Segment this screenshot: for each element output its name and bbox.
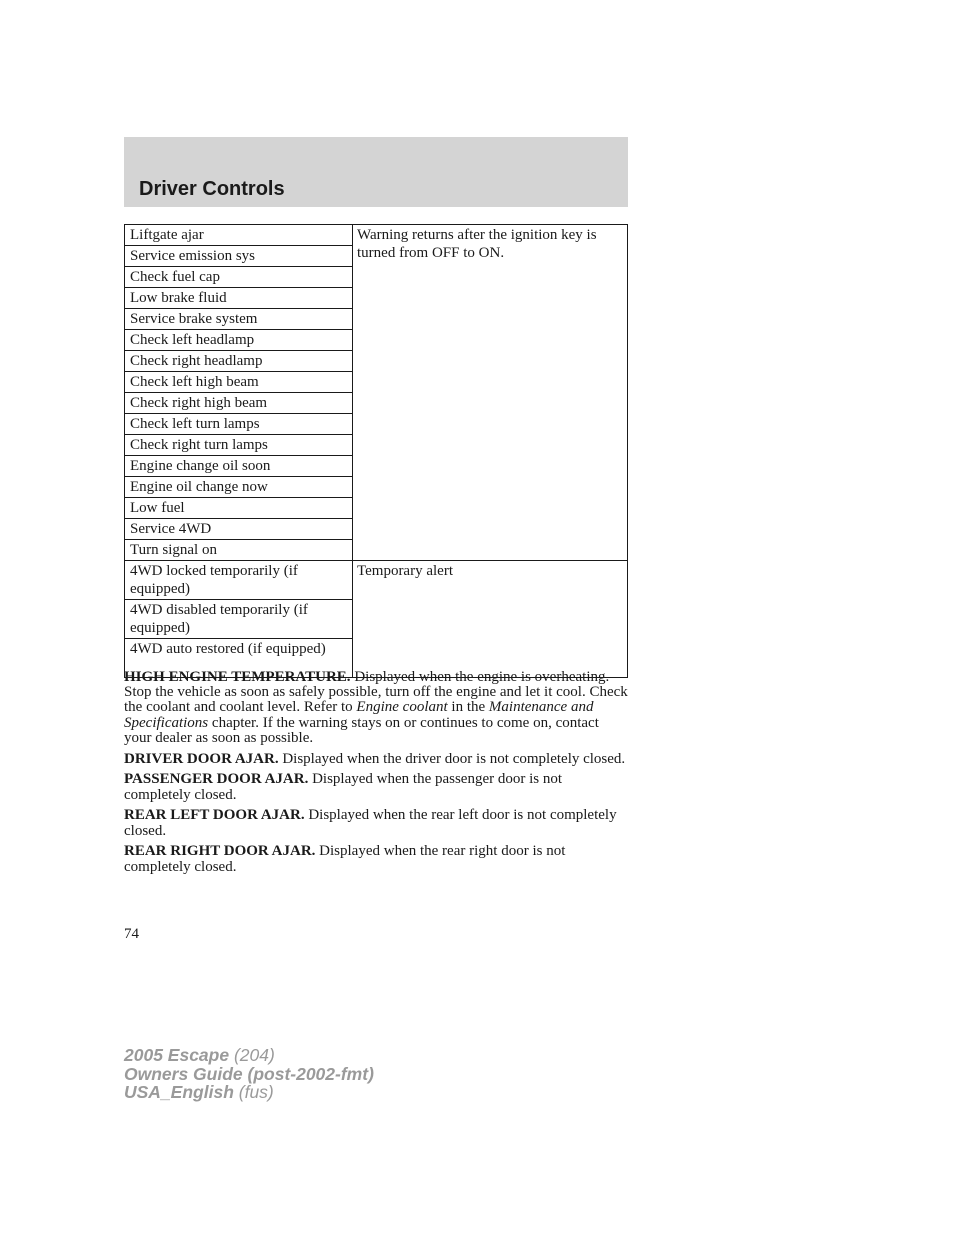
paragraph-text: Displayed when the engine is overheating. Stop the vehicle as soon as safely possible, turn off the engine and let it cool. Check the coolant and coolant level. Refer to <box>124 669 628 716</box>
message-cell: Check left turn lamps <box>125 414 353 435</box>
paragraph-heading: DRIVER DOOR AJAR. <box>124 750 279 767</box>
table-row <box>125 225 628 246</box>
footer-model-code: (204) <box>229 1045 275 1065</box>
message-cell: Engine change oil soon <box>125 456 353 477</box>
message-cell: Check right high beam <box>125 393 353 414</box>
paragraph-text: Displayed when the passenger door is not completely closed. <box>124 771 563 803</box>
paragraph-text: Displayed when the rear left door is not completely closed. <box>124 807 617 839</box>
footer-line <box>124 1065 374 1084</box>
message-cell: 4WD auto restored (if equipped) <box>125 639 353 678</box>
table-row <box>125 561 628 600</box>
message-cell: Service 4WD <box>125 519 353 540</box>
message-table <box>124 224 628 678</box>
paragraph-heading: REAR RIGHT DOOR AJAR. <box>124 843 316 860</box>
message-cell: Service emission sys <box>125 246 353 267</box>
paragraph-heading: REAR LEFT DOOR AJAR. <box>124 807 305 824</box>
passenger-door-ajar-paragraph <box>124 772 630 802</box>
message-cell: Liftgate ajar <box>125 225 353 246</box>
footer-line <box>124 1046 374 1065</box>
message-cell: Low brake fluid <box>125 288 353 309</box>
paragraph-heading: HIGH ENGINE TEMPERATURE. <box>124 669 351 685</box>
message-cell: 4WD disabled temporarily (if equipped) <box>125 600 353 639</box>
note-cell: Temporary alert <box>353 561 628 678</box>
footer-language: USA_English <box>124 1082 234 1102</box>
rear-left-door-ajar-paragraph <box>124 808 630 838</box>
footer-guide: Owners Guide (post-2002-fmt) <box>124 1063 374 1084</box>
message-cell: Check left headlamp <box>125 330 353 351</box>
note-cell: Warning returns after the ignition key is turned from OFF to ON. <box>353 225 628 561</box>
message-cell: Check left high beam <box>125 372 353 393</box>
paragraph-text: Displayed when the driver door is not completely closed. <box>278 750 626 767</box>
section-title: Driver Controls <box>139 178 285 200</box>
rear-right-door-ajar-paragraph <box>124 844 630 874</box>
message-cell: Check right headlamp <box>125 351 353 372</box>
section-header <box>124 137 628 207</box>
message-cell: Service brake system <box>125 309 353 330</box>
body-text <box>124 670 630 880</box>
message-cell: Low fuel <box>125 498 353 519</box>
cross-reference: Engine coolant <box>356 699 448 716</box>
paragraph-heading: PASSENGER DOOR AJAR. <box>124 771 309 788</box>
message-cell: Check fuel cap <box>125 267 353 288</box>
cross-reference: Maintenance and Specifications <box>124 699 594 731</box>
footer-language-code: (fus) <box>233 1082 274 1102</box>
paragraph-text: chapter. If the warning stays on or continues to come on, contact your dealer as soon as possible. <box>124 714 599 746</box>
message-cell: Check right turn lamps <box>125 435 353 456</box>
paragraph-text: in the <box>447 699 489 716</box>
message-cell: 4WD locked temporarily (if equipped) <box>125 561 353 600</box>
page-number: 74 <box>124 926 139 942</box>
paragraph-text: Displayed when the rear right door is not completely closed. <box>124 843 566 875</box>
driver-door-ajar-paragraph <box>124 752 630 767</box>
document-footer <box>124 1046 374 1102</box>
footer-line <box>124 1083 374 1102</box>
high-engine-temperature-paragraph <box>124 670 630 746</box>
message-cell: Engine oil change now <box>125 477 353 498</box>
message-cell: Turn signal on <box>125 540 353 561</box>
footer-model: 2005 Escape <box>124 1045 230 1065</box>
